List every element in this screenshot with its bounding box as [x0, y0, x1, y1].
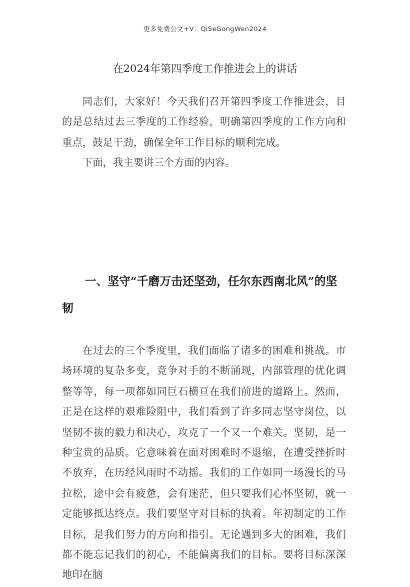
- page-title: 在2024年第四季度工作推进会上的讲话: [112, 63, 298, 75]
- body-paragraph: 在过去的三个季度里，我们面临了诸多的困难和挑战。市场环境的复杂多变，竞争对手的不断涌现，内部管理的优化调整等等，每一项都如同巨石横亘在我们前进的道路上。然而，正是在这样的艰难险阻中，我们看到了许多同志坚守岗位，以坚韧不拔的毅力和决心，攻克了一个又一个难关。坚韧，是一种宝贵的品质。它意味着在面对困难时不退缩，在遭受挫折时不放弃，在历经风雨时不动摇。我们的工作如同一场漫长的马拉松，途中会有疲惫，会有迷茫，但只要我们心怀坚韧，就一定能够抵达终点。我们要坚守对目标的执着。年初制定的工作目标，是我们努力的方向和指引。无论遇到多大的困难，我们都不能忘记我们的初心，不能偏离我们的目标。要将目标深深地印在脑: [62, 346, 346, 582]
- body-section: [62, 342, 346, 587]
- intro-section: [62, 93, 346, 175]
- intro-paragraph: 下面，我主要讲三个方面的内容。: [82, 158, 236, 170]
- header-note: 更多免费公文+V：QiSeGongWen2024: [143, 25, 267, 33]
- section-heading-line1: 一、坚守“千磨万击还坚劲，任尔东西南北风”的坚: [84, 274, 338, 288]
- section-heading: [62, 268, 346, 322]
- intro-paragraph: 同志们，大家好！今天我们召开第四季度工作推进会，目的是总结过去三季度的工作经验，明确第四季度的工作方向和重点，鼓足干劲，确保全年工作目标的顺利完成。: [62, 97, 346, 149]
- section-heading-line2: 韧: [62, 301, 74, 315]
